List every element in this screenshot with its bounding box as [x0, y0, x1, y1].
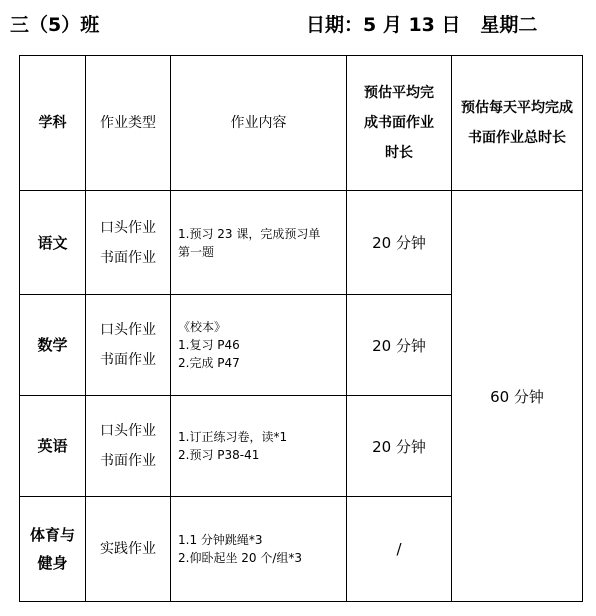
subject-cell: 英语	[20, 396, 86, 497]
duration-cell: /	[347, 497, 452, 602]
homework-type-cell: 口头作业 书面作业	[86, 191, 171, 295]
homework-content-cell: 1.1 分钟跳绳*3 2.仰卧起坐 20 个/组*3	[171, 497, 347, 602]
duration-cell: 20 分钟	[347, 191, 452, 295]
subject-cell: 语文	[20, 191, 86, 295]
duration-cell: 20 分钟	[347, 295, 452, 396]
homework-content-cell: 《校本》 1.复习 P46 2.完成 P47	[171, 295, 347, 396]
subject-cell: 数学	[20, 295, 86, 396]
homework-table	[19, 55, 583, 602]
total-duration-cell: 60 分钟	[452, 191, 583, 602]
date-line: 日期：5 月 13 日 星期二	[306, 14, 538, 36]
class-name: 三（5）班	[10, 14, 100, 36]
column-header-duration: 预估平均完 成书面作业 时长	[347, 56, 452, 191]
table-row	[20, 191, 583, 295]
column-header-type: 作业类型	[86, 56, 171, 191]
column-header-total: 预估每天平均完成 书面作业总时长	[452, 56, 583, 191]
table-header-row	[20, 56, 583, 191]
homework-type-cell: 口头作业 书面作业	[86, 295, 171, 396]
homework-content-cell: 1.预习 23 课，完成预习单 第一题	[171, 191, 347, 295]
column-header-content: 作业内容	[171, 56, 347, 191]
homework-type-cell: 实践作业	[86, 497, 171, 602]
homework-content-cell: 1.订正练习卷，读*1 2.预习 P38-41	[171, 396, 347, 497]
homework-type-cell: 口头作业 书面作业	[86, 396, 171, 497]
column-header-subject: 学科	[20, 56, 86, 191]
duration-cell: 20 分钟	[347, 396, 452, 497]
page-header	[0, 10, 596, 40]
subject-cell: 体育与 健身	[20, 497, 86, 602]
